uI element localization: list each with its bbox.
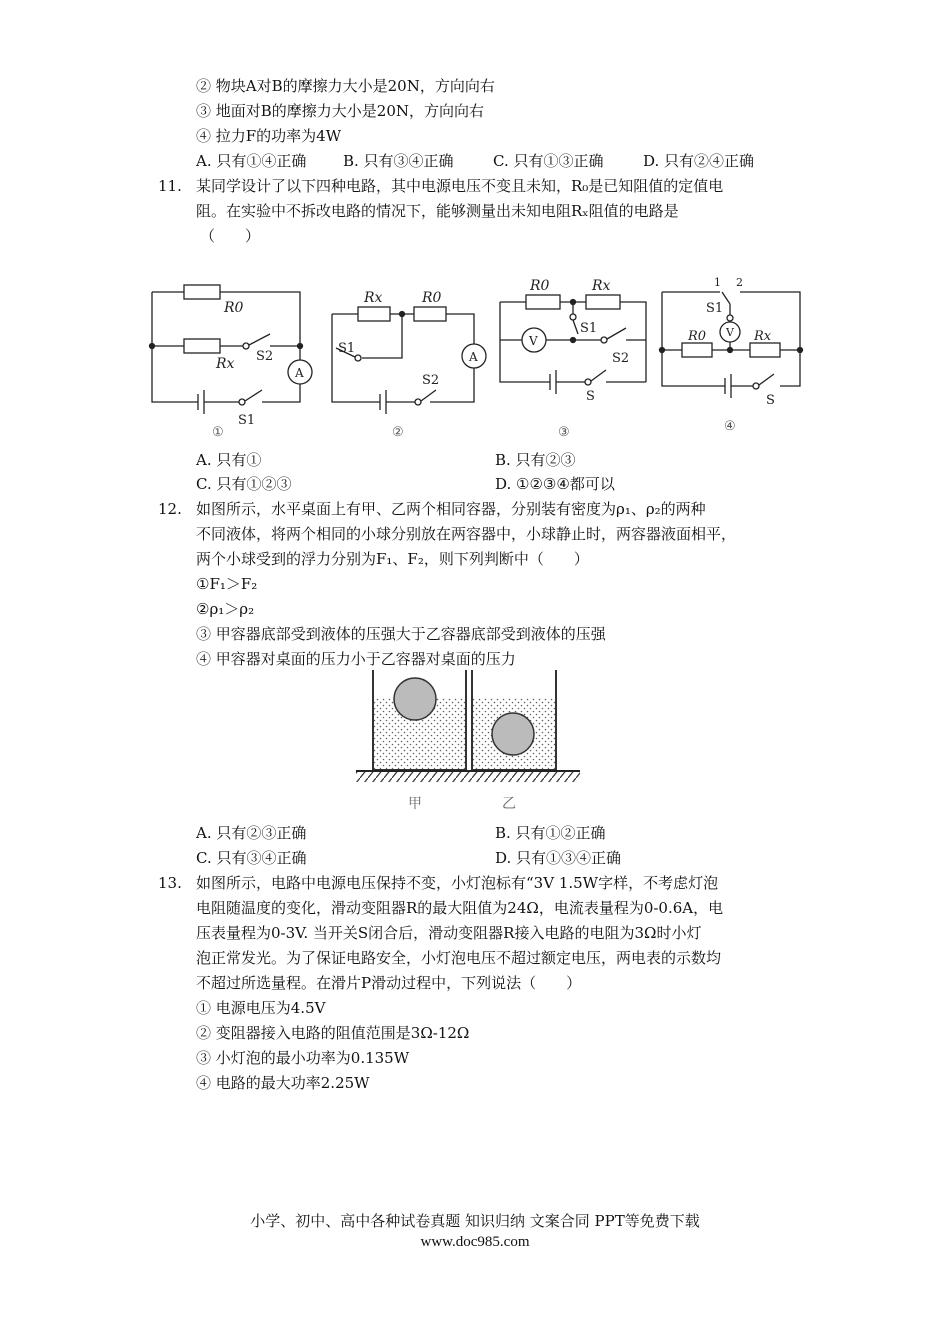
q13-stem-line-5: 不超过所选量程。在滑片P滑动过程中，下列说法（ ） bbox=[196, 974, 582, 992]
circuit-1 bbox=[150, 285, 313, 440]
q11-option-a: A. 只有① bbox=[196, 451, 262, 469]
q12-stem-line-2: 不同液体，将两个相同的小球分别放在两容器中，小球静止时，两容器液面相平， bbox=[196, 525, 737, 543]
q13-stem-line-2: 电阻随温度的变化，滑动变阻器R的最大阻值为24Ω，电流表量程为0-0.6A，电 bbox=[196, 899, 724, 917]
c4-caption: ④ bbox=[724, 419, 736, 434]
q11-option-c: C. 只有①②③ bbox=[196, 475, 292, 493]
circuit-2 bbox=[332, 290, 486, 440]
c4-s1-label: S1 bbox=[706, 301, 724, 316]
ball-jia bbox=[394, 678, 436, 720]
c3-s1-label: S1 bbox=[580, 321, 598, 336]
q10-option-b: B. 只有③④正确 bbox=[343, 152, 454, 170]
q13-stem-line-1: 如图所示，电路中电源电压保持不变，小灯泡标有“3V 1.5W字样，不考虑灯泡 bbox=[196, 874, 719, 892]
q10-item-3: ③ 地面对B的摩擦力大小是20N，方向向右 bbox=[196, 102, 485, 120]
c3-caption: ③ bbox=[558, 425, 570, 440]
c3-s2-label: S2 bbox=[612, 351, 630, 366]
q12-number: 12. bbox=[158, 500, 182, 518]
q11-option-b: B. 只有②③ bbox=[495, 451, 576, 469]
c4-rx-label: Rx bbox=[754, 329, 772, 344]
q13-item-4: ④ 电路的最大功率2.25W bbox=[196, 1074, 370, 1092]
q11-stem-line-2: 阻。在实验中不拆改电路的情况下，能够测量出未知电阻Rₓ阻值的电路是 bbox=[196, 202, 679, 220]
q13-stem-line-3: 压表量程为0-3V. 当开关S闭合后，滑动变阻器R接入电路的电阻为3Ω时小灯 bbox=[196, 924, 702, 942]
footer-tagline: 小学、初中、高中各种试卷真题 知识归纳 文案合同 PPT等免费下载 bbox=[250, 1212, 700, 1230]
c1-caption: ① bbox=[212, 425, 224, 440]
c2-ammeter-label: A bbox=[469, 350, 478, 364]
c2-r0-label: R0 bbox=[422, 290, 442, 306]
q10-option-d: D. 只有②④正确 bbox=[643, 152, 755, 170]
q12-containers-figure bbox=[352, 668, 584, 814]
q12-option-a: A. 只有②③正确 bbox=[196, 824, 307, 842]
q13-item-2: ② 变阻器接入电路的阻值范围是3Ω-12Ω bbox=[196, 1024, 470, 1042]
c4-voltmeter-label: V bbox=[726, 326, 734, 339]
q13-item-1: ① 电源电压为4.5V bbox=[196, 999, 326, 1017]
c2-caption: ② bbox=[392, 425, 404, 440]
q12-stem-line-1: 如图所示，水平桌面上有甲、乙两个相同容器，分别装有密度为ρ₁、ρ₂的两种 bbox=[196, 500, 706, 518]
q12-stem-line-3: 两个小球受到的浮力分别为F₁、F₂，则下列判断中（ ） bbox=[196, 550, 589, 568]
q12-item-1: ①F₁＞F₂ bbox=[196, 575, 258, 593]
q12-option-b: B. 只有①②正确 bbox=[495, 824, 606, 842]
circuit-3 bbox=[500, 278, 646, 440]
q11-number: 11. bbox=[158, 177, 182, 195]
tabletop-hatching bbox=[356, 772, 580, 782]
q13-stem-line-4: 泡正常发光。为了保证电路安全，小灯泡电压不超过额定电压，两电表的示数均 bbox=[196, 949, 722, 967]
c1-ammeter-label: A bbox=[295, 366, 304, 380]
q10-item-2: ② 物块A对B的摩擦力大小是20N，方向向右 bbox=[196, 77, 495, 95]
c3-s-label: S bbox=[586, 389, 595, 404]
q11-circuits-figure bbox=[140, 268, 820, 440]
q12-option-c: C. 只有③④正确 bbox=[196, 849, 307, 867]
q12-item-3: ③ 甲容器底部受到液体的压强大于乙容器底部受到液体的压强 bbox=[196, 625, 606, 643]
c1-r0-label: R0 bbox=[224, 300, 244, 316]
ball-yi bbox=[492, 713, 534, 755]
q11-option-d: D. ①②③④都可以 bbox=[495, 475, 615, 493]
c4-r0-label: R0 bbox=[688, 329, 707, 344]
c4-pos2-label: 2 bbox=[736, 276, 743, 289]
c2-s2-label: S2 bbox=[422, 373, 440, 388]
q12-item-4: ④ 甲容器对桌面的压力小于乙容器对桌面的压力 bbox=[196, 650, 516, 668]
c2-rx-label: Rx bbox=[364, 290, 383, 306]
q12-item-2: ②ρ₁＞ρ₂ bbox=[196, 600, 255, 618]
container-yi bbox=[472, 670, 556, 770]
q10-item-4: ④ 拉力F的功率为4W bbox=[196, 127, 342, 145]
q11-stem-line-1: 某同学设计了以下四种电路，其中电源电压不变且未知，R₀是已知阻值的定值电 bbox=[196, 177, 724, 195]
q10-option-c: C. 只有①③正确 bbox=[493, 152, 604, 170]
q12-option-d: D. 只有①③④正确 bbox=[495, 849, 622, 867]
c1-s1-label: S1 bbox=[238, 413, 256, 428]
q13-number: 13. bbox=[158, 874, 182, 892]
q11-stem-line-3: （ ） bbox=[200, 227, 261, 245]
c3-voltmeter-label: V bbox=[529, 334, 538, 348]
c1-rx-label: Rx bbox=[216, 356, 235, 372]
c3-r0-label: R0 bbox=[530, 278, 550, 294]
label-jia: 甲 bbox=[408, 796, 422, 812]
c3-rx-label: Rx bbox=[592, 278, 611, 294]
container-jia bbox=[373, 670, 466, 770]
c4-s-label: S bbox=[766, 393, 775, 408]
footer-url[interactable]: www.doc985.com bbox=[420, 1234, 530, 1250]
circuit-4 bbox=[660, 276, 803, 434]
c4-pos1-label: 1 bbox=[714, 276, 721, 289]
label-yi: 乙 bbox=[502, 796, 516, 812]
q13-item-3: ③ 小灯泡的最小功率为0.135W bbox=[196, 1049, 410, 1067]
q10-option-a: A. 只有①④正确 bbox=[196, 152, 307, 170]
c2-s1-label: S1 bbox=[338, 341, 356, 356]
c1-s2-label: S2 bbox=[256, 349, 274, 364]
